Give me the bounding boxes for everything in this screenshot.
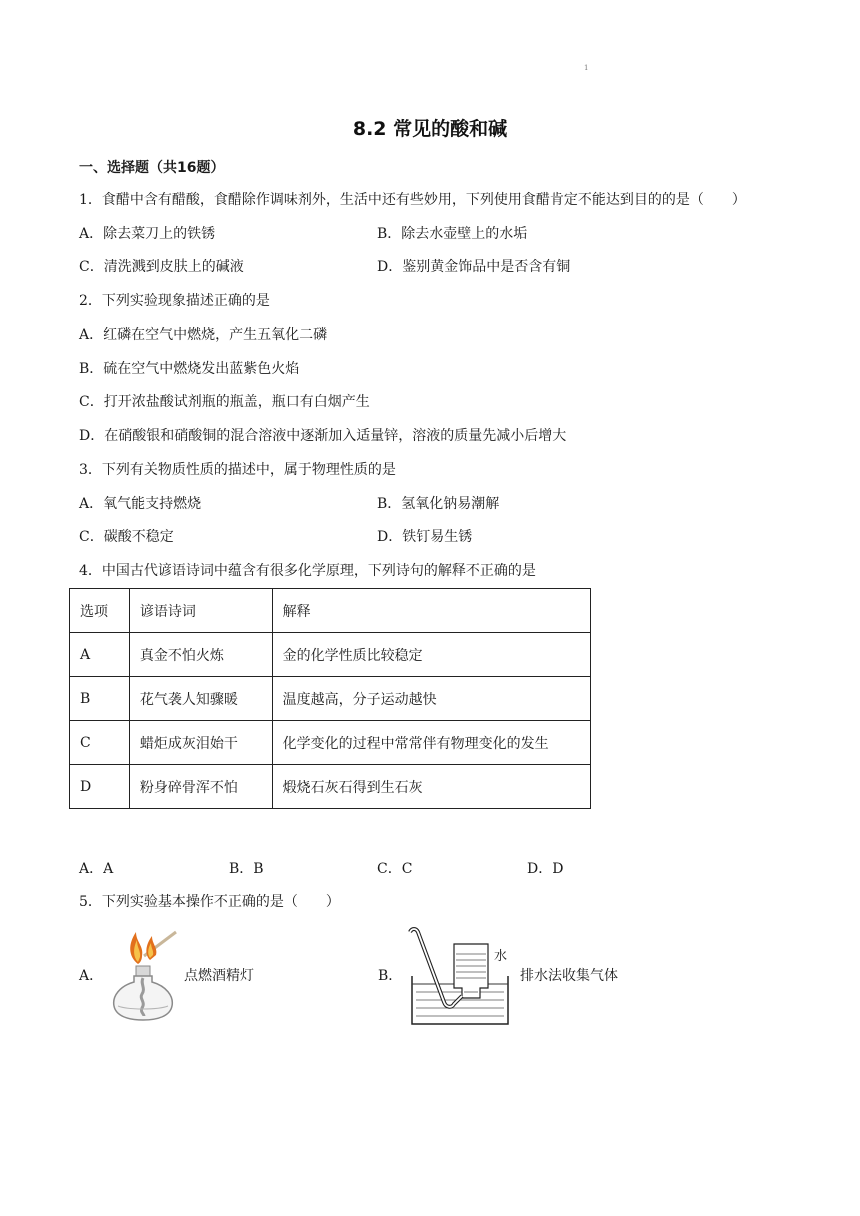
table-cell: 化学变化的过程中常常伴有物理变化的发生 xyxy=(272,721,590,765)
q3-option-a: A．氧气能支持燃烧 xyxy=(79,496,202,512)
page-title: 8.2 常见的酸和碱 xyxy=(352,118,508,140)
q2-option-d: D．在硝酸银和硝酸铜的混合溶液中逐渐加入适量锌，溶液的质量先减小后增大 xyxy=(79,428,567,444)
table-cell: D xyxy=(70,765,130,809)
section-heading: 一、选择题（共16题） xyxy=(79,160,225,176)
q4-stem: 4．中国古代谚语诗词中蕴含有很多化学原理，下列诗句的解释不正确的是 xyxy=(79,563,536,579)
table-cell: 粉身碎骨浑不怕 xyxy=(129,765,272,809)
q3-option-c: C．碳酸不稳定 xyxy=(79,529,174,545)
alcohol-lamp-figure xyxy=(104,926,180,1022)
q3-option-d: D．铁钉易生锈 xyxy=(377,529,473,545)
table-header-row xyxy=(70,589,591,633)
table-cell: 花气袭人知骤暖 xyxy=(129,677,272,721)
figure-label-water: 水 xyxy=(494,949,508,964)
q3-stem: 3．下列有关物质性质的描述中，属于物理性质的是 xyxy=(79,462,396,478)
q1-option-c: C．清洗溅到皮肤上的碱液 xyxy=(79,259,244,275)
q3-option-b: B．氢氧化钠易潮解 xyxy=(377,496,500,512)
table-header-cell: 解释 xyxy=(272,589,590,633)
q5-option-a-letter: A． xyxy=(79,968,104,984)
table-cell: 真金不怕火炼 xyxy=(129,633,272,677)
table-cell: 温度越高，分子运动越快 xyxy=(272,677,590,721)
q2-option-c: C．打开浓盐酸试剂瓶的瓶盖，瓶口有白烟产生 xyxy=(79,394,370,410)
q4-option-a: A．A xyxy=(79,861,114,877)
table-row xyxy=(70,677,591,721)
q5-stem: 5．下列实验基本操作不正确的是（ ） xyxy=(79,894,340,910)
gas-collection-figure xyxy=(404,926,516,1028)
table-cell: B xyxy=(70,677,130,721)
q1-option-b: B．除去水壶壁上的水垢 xyxy=(377,226,528,242)
table-cell: 煅烧石灰石得到生石灰 xyxy=(272,765,590,809)
table-header-cell: 谚语诗词 xyxy=(129,589,272,633)
table-row xyxy=(70,633,591,677)
table-cell: C xyxy=(70,721,130,765)
q2-option-a: A．红磷在空气中燃烧，产生五氧化二磷 xyxy=(79,327,328,343)
q2-stem: 2．下列实验现象描述正确的是 xyxy=(79,293,270,309)
table-cell: 蜡炬成灰泪始干 xyxy=(129,721,272,765)
table-header-cell: 选项 xyxy=(70,589,130,633)
header-mark: 1 xyxy=(584,64,589,72)
q1-stem: 1．食醋中含有醋酸，食醋除作调味剂外，生活中还有些妙用，下列使用食醋肯定不能达到目的的是（ ） xyxy=(79,192,746,208)
table-cell: 金的化学性质比较稳定 xyxy=(272,633,590,677)
q5-option-b-letter: B． xyxy=(378,968,403,984)
table-cell: A xyxy=(70,633,130,677)
q4-option-b: B．B xyxy=(229,861,264,877)
q1-option-d: D．鉴别黄金饰品中是否含有铜 xyxy=(377,259,571,275)
q4-option-d: D．D xyxy=(527,861,564,877)
q5-option-b-caption: 排水法收集气体 xyxy=(520,968,618,984)
q4-option-c: C．C xyxy=(377,861,413,877)
table-row xyxy=(70,721,591,765)
table-row xyxy=(70,765,591,809)
q2-option-b: B．硫在空气中燃烧发出蓝紫色火焰 xyxy=(79,361,300,377)
q5-option-a-caption: 点燃酒精灯 xyxy=(184,968,254,984)
q1-option-a: A．除去菜刀上的铁锈 xyxy=(79,226,216,242)
q4-table xyxy=(69,588,591,809)
